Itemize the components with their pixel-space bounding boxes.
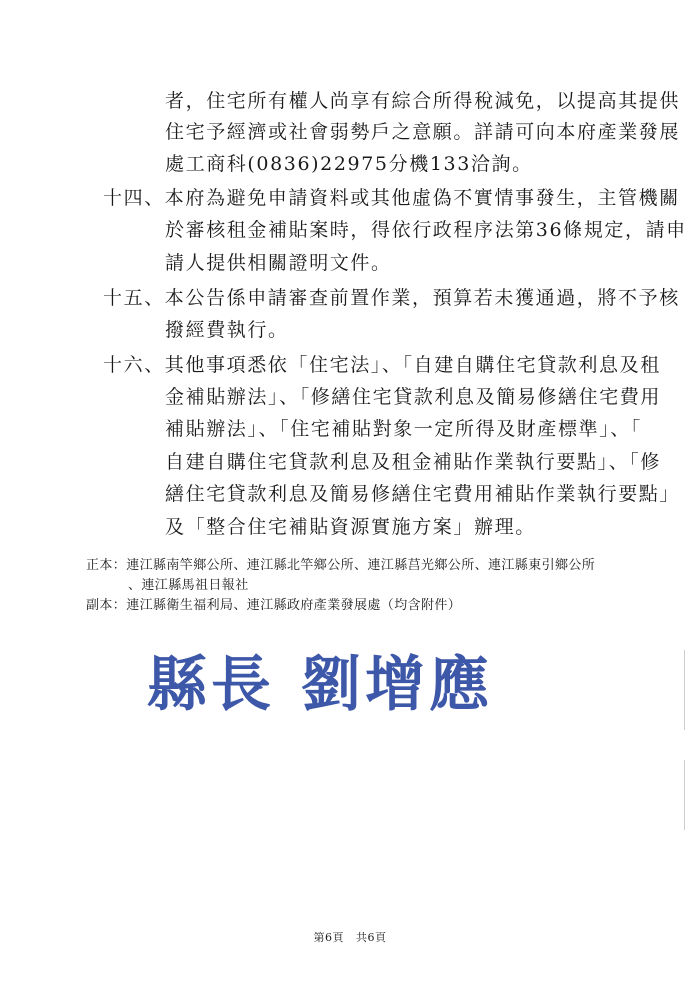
item-16-line: 補貼辦法」、「住宅補貼對象一定所得及財產標準」、「 xyxy=(165,418,643,440)
signature-title: 縣長 xyxy=(147,650,275,720)
item-15-line: 十五、本公告係申請審查前置作業，預算若未獲通過，將不予核 xyxy=(103,287,680,309)
magistrate-signature-stamp xyxy=(147,650,493,720)
item-14-line: 於審核租金補貼案時，得依行政程序法第36條規定，請申 xyxy=(165,219,687,241)
item-16-line: 繕住宅貸款利息及簡易修繕住宅費用補貼作業執行要點」 xyxy=(165,483,681,505)
original-recipients-cont: 、連江縣馬祖日報社 xyxy=(128,578,249,593)
body-line: 住宅予經濟或社會弱勢戶之意願。詳請可向本府產業發展 xyxy=(165,121,681,143)
signature-name: 劉增應 xyxy=(301,650,493,720)
scan-edge-line xyxy=(684,650,685,730)
body-line: 者，住宅所有權人尚享有綜合所得稅減免，以提高其提供 xyxy=(165,90,681,112)
item-14-line: 請人提供相關證明文件。 xyxy=(165,252,392,274)
item-14-line: 十四、本府為避免申請資料或其他虛偽不實情事發生，主管機關 xyxy=(103,187,680,209)
page-number: 第6頁 xyxy=(313,931,344,944)
item-15-line: 撥經費執行。 xyxy=(165,319,289,341)
copy-recipients: 副本：連江縣衛生福利局、連江縣政府產業發展處（均含附件） xyxy=(86,598,462,613)
item-16-line: 金補貼辦法」、「修繕住宅貸款利息及簡易修繕住宅費用 xyxy=(165,386,662,408)
item-16-line: 自建自購住宅貸款利息及租金補貼作業執行要點」、「修 xyxy=(165,451,662,473)
scan-edge-line xyxy=(684,760,685,830)
body-line: 處工商科(0836)22975分機133洽詢。 xyxy=(165,153,533,175)
page-footer xyxy=(0,929,700,945)
page-total: 共6頁 xyxy=(356,931,387,944)
item-16-line: 及「整合住宅補貼資源實施方案」辦理。 xyxy=(165,516,536,538)
original-recipients: 正本：連江縣南竿鄉公所、連江縣北竿鄉公所、連江縣莒光鄉公所、連江縣東引鄉公所 xyxy=(86,558,596,573)
item-16-line: 十六、其他事項悉依「住宅法」、「自建自購住宅貸款利息及租 xyxy=(103,354,661,376)
